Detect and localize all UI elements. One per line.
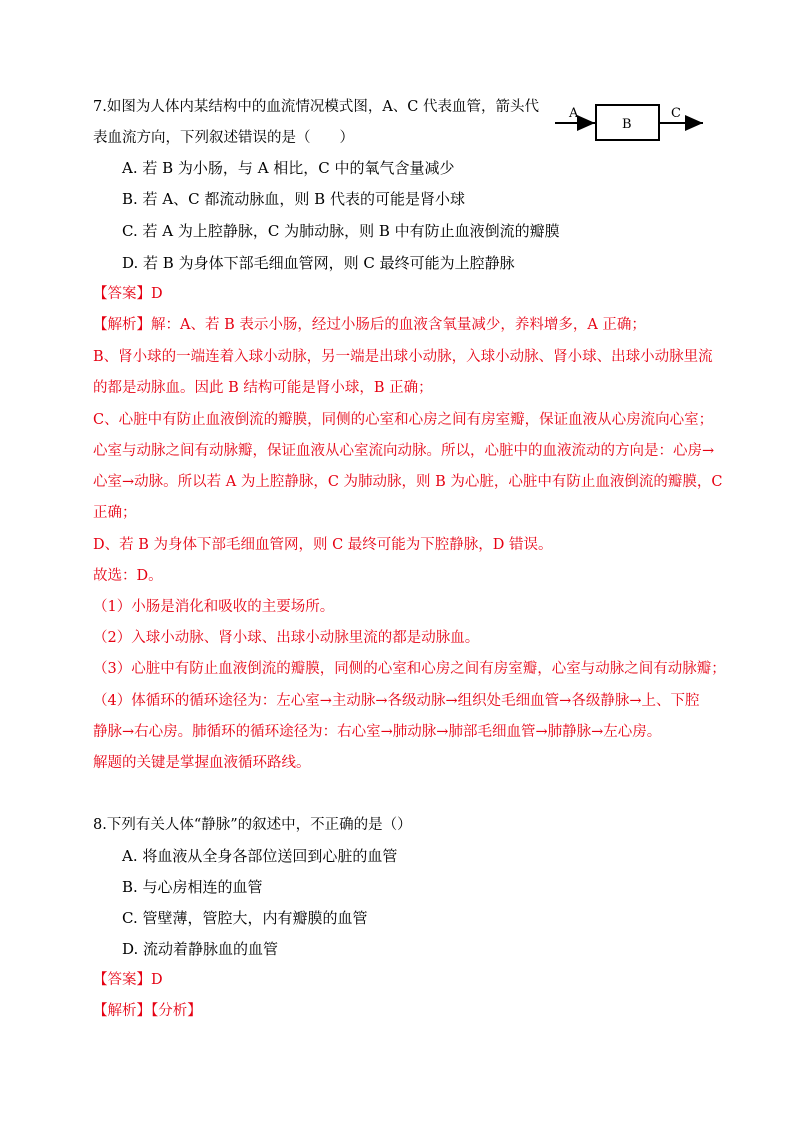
q8-stem: 8.下列有关人体“静脉”的叙述中，不正确的是（）	[93, 817, 412, 833]
analysis-text: 解：A、若 B 表示小肠，经过小肠后的血液含氧量减少，养料增多，A 正确；	[151, 317, 646, 333]
analysis-tag: 【解析】	[93, 317, 151, 333]
q8-option-a: A. 将血液从全身各部位送回到心脏的血管	[122, 847, 398, 865]
q8-option-c: C. 管壁薄，管腔大，内有瓣膜的血管	[122, 909, 368, 927]
answer-value: D	[151, 286, 163, 302]
label-c: C	[671, 106, 681, 121]
q7-analysis-line: C、心脏中有防止血液倒流的瓣膜，同侧的心室和心房之间有房室瓣，保证血液从心房流向心室；	[93, 412, 714, 428]
blood-flow-diagram	[555, 98, 715, 148]
q8-option-b: B. 与心房相连的血管	[122, 878, 263, 896]
q7-analysis-line: 解题的关键是掌握血液循环路线。	[93, 755, 311, 771]
answer-value: D	[151, 972, 163, 988]
q7-analysis-line: 故选：D。	[93, 568, 163, 584]
q7-analysis-line: 心室→动脉。所以若 A 为上腔静脉，C 为肺动脉，则 B 为心脏，心脏中有防止血液倒流的瓣膜，C	[93, 474, 723, 490]
q7-option-c: C. 若 A 为上腔静脉，C 为肺动脉，则 B 中有防止血液倒流的瓣膜	[122, 222, 560, 240]
q7-analysis-line: 静脉→右心房。肺循环的循环途径为：右心室→肺动脉→肺部毛细血管→肺静脉→左心房。	[93, 724, 662, 740]
q8-answer	[93, 970, 163, 990]
label-a: A	[569, 106, 579, 121]
q8-option-d: D. 流动着静脉血的血管	[122, 940, 279, 958]
q7-analysis-line: （1）小肠是消化和吸收的主要场所。	[93, 599, 335, 615]
q7-analysis-line: 心室与动脉之间有动脉瓣，保证血液从心室流向动脉。所以，心脏中的血液流动的方向是：心房→	[93, 443, 715, 459]
q7-analysis-line: （4）体循环的循环途径为：左心室→主动脉→各级动脉→组织处毛细血管→各级静脉→上、下腔	[93, 693, 700, 709]
analysis-tag: 【解析】	[93, 1003, 151, 1019]
q7-analysis-line: 正确；	[93, 505, 137, 521]
answer-tag: 【答案】	[93, 972, 151, 988]
q7-analysis-line: （2）入球小动脉、肾小球、出球小动脉里流的都是动脉血。	[93, 630, 480, 646]
q7-stem-line-1: 7.如图为人体内某结构中的血流情况模式图，A、C 代表血管，箭头代	[93, 99, 540, 115]
q7-option-d: D. 若 B 为身体下部毛细血管网，则 C 最终可能为上腔静脉	[122, 254, 515, 272]
q7-stem-line-2: 表血流方向，下列叙述错误的是（ ）	[93, 130, 354, 146]
label-b: B	[622, 117, 632, 132]
q7-analysis-line: B、肾小球的一端连着入球小动脉，另一端是出球小动脉，入球小动脉、肾小球、出球小动脉里流	[93, 349, 713, 365]
q7-analysis-line-1	[93, 315, 646, 335]
q7-option-b: B. 若 A、C 都流动脉血，则 B 代表的可能是肾小球	[122, 190, 465, 208]
q7-option-a: A. 若 B 为小肠，与 A 相比，C 中的氧气含量减少	[122, 159, 455, 177]
q7-analysis-line: D、若 B 为身体下部毛细血管网，则 C 最终可能为下腔静脉，D 错误。	[93, 537, 553, 553]
q7-analysis-line: （3）心脏中有防止血液倒流的瓣膜，同侧的心室和心房之间有房室瓣，心室与动脉之间有动脉瓣；	[93, 661, 726, 677]
q7-answer	[93, 284, 163, 304]
q8-analysis-tags	[93, 1001, 202, 1021]
analysis-subtag: 【分析】	[151, 1003, 202, 1019]
answer-tag: 【答案】	[93, 286, 151, 302]
q7-analysis-line: 的都是动脉血。因此 B 结构可能是肾小球，B 正确；	[93, 380, 433, 396]
